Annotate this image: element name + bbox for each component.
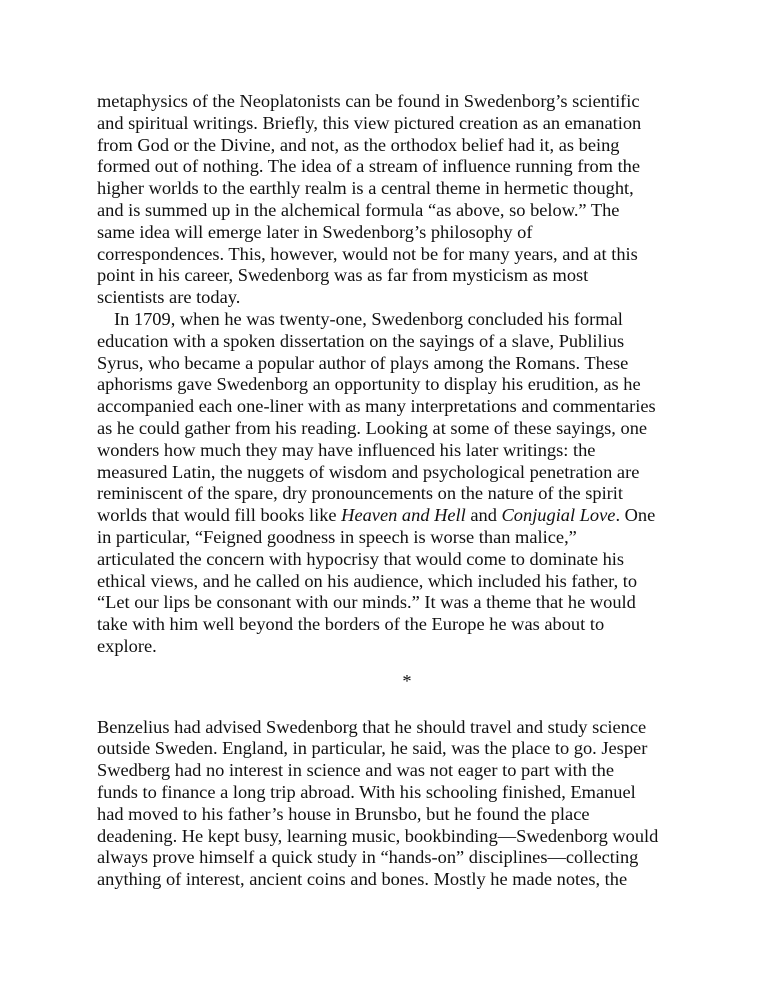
text-line: correspondences. This, however, would not be for many years, and at this [97,243,638,264]
text-line: had moved to his father’s house in Brunsbo, but he found the place [97,803,590,824]
text-line: and spiritual writings. Briefly, this view pictured creation as an emanation [97,112,642,133]
paragraph-2 [97,309,717,658]
text-line: measured Latin, the nuggets of wisdom and psychological penetration are [97,461,640,482]
text-segment: and [465,505,502,526]
text-line: scientists are today. [97,287,241,308]
text-line: “Let our lips be consonant with our minds.” It was a theme that he would [97,592,636,613]
text-line: outside Sweden. England, in particular, he said, was the place to go. Jesper [97,738,648,759]
text-line: formed out of nothing. The idea of a stream of influence running from the [97,156,641,177]
text-line: wonders how much they may have influenced his later writings: the [97,439,596,460]
text-line: always prove himself a quick study in “hands-on” disciplines—collecting [97,847,639,868]
text-line: and is summed up in the alchemical formula “as above, so below.” The [97,199,620,220]
text-line: as he could gather from his reading. Looking at some of these sayings, one [97,417,648,438]
section-separator: * [402,670,412,691]
text-line: Swedberg had no interest in science and was not eager to part with the [97,760,614,781]
text-line: ethical views, and he called on his audience, which included his father, to [97,570,638,591]
book-title-italic: Heaven and Hell [341,505,466,526]
text-line: In 1709, when he was twenty-one, Swedenborg concluded his formal [114,308,623,329]
text-segment: worlds that would fill books like [97,505,342,526]
text-segment: . One [615,505,656,526]
text-line: take with him well beyond the borders of the Europe he was about to [97,614,605,635]
text-line: funds to finance a long trip abroad. With his schooling finished, Emanuel [97,781,636,802]
text-line: metaphysics of the Neoplatonists can be found in Swedenborg’s scientific [97,91,640,111]
text-line: education with a spoken dissertation on the sayings of a slave, Publilius [97,330,625,351]
text-line: reminiscent of the spare, dry pronouncements on the nature of the spirit [97,483,624,504]
text-line: accompanied each one-liner with as many interpretations and commentaries [97,396,656,417]
text-line: articulated the concern with hypocrisy that would come to dominate his [97,548,625,569]
text-line: point in his career, Swedenborg was as far from mysticism as most [97,265,589,286]
text-line: from God or the Divine, and not, as the orthodox belief had it, as being [97,134,620,155]
text-line: Syrus, who became a popular author of plays among the Romans. These [97,352,629,373]
text-line: higher worlds to the earthly realm is a central theme in hermetic thought, [97,178,634,199]
text-line: same idea will emerge later in Swedenborg’s philosophy of [97,221,533,242]
text-line: aphorisms gave Swedenborg an opportunity to display his erudition, as he [97,374,641,395]
text-line: anything of interest, ancient coins and bones. Mostly he made notes, the [97,869,628,890]
book-page [97,91,717,891]
text-line: explore. [97,635,157,656]
text-line: in particular, “Feigned goodness in speech is worse than malice,” [97,526,577,547]
text-line: deadening. He kept busy, learning music, bookbinding—Swedenborg would [97,825,659,846]
book-title-italic: Conjugial Love [501,505,616,526]
paragraph-3 [97,717,717,891]
paragraph-1 [97,91,717,309]
text-line: Benzelius had advised Swedenborg that he should travel and study science [97,716,647,737]
text-line [97,505,717,527]
